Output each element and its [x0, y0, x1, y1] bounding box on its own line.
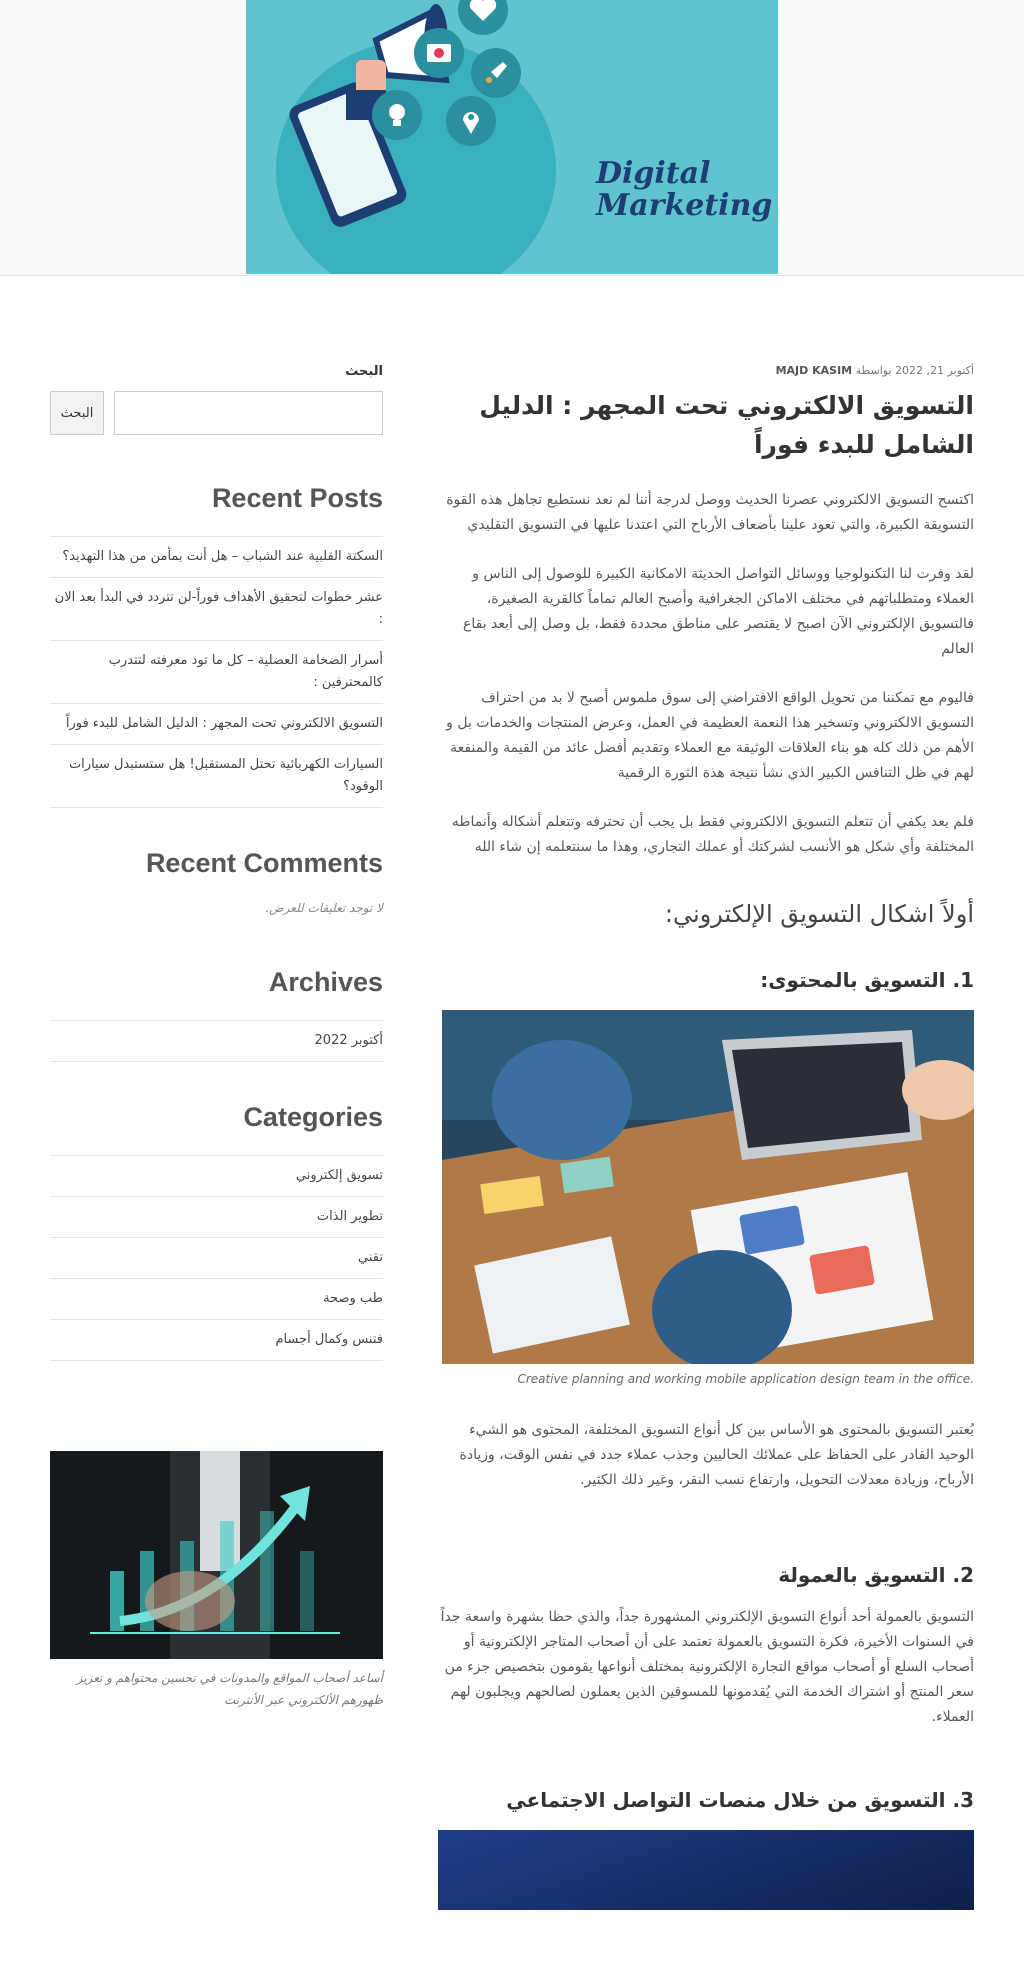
search-widget-label: البحث	[345, 364, 383, 379]
photo-caption: Creative planning and working mobile application design team in the office.	[517, 1372, 974, 1386]
video-icon	[414, 28, 464, 78]
hero-banner	[0, 0, 1024, 276]
content-marketing-paragraph: يُعتبر التسويق بالمحتوى هو الأساس بين كل أنواع التسويق المختلفة، المحتوى هو الشيء الوحيد القادر على الحفاظ على عملائك الحاليين وجذب عملاء جدد في نفس الوقت، وزيادة الأرباح، وزيادة معدلات التحويل، وارتفاع نسب النقر، وغير ذلك الكثير.	[459, 1422, 974, 1488]
recent-comments-title: Recent Comments	[145, 848, 383, 878]
lightbulb-icon	[372, 90, 422, 140]
recent-post-link[interactable]: التسويق الالكتروني تحت المجهر : الدليل الشامل للبدء فوراً	[50, 704, 383, 745]
logo-line-2: Marketing	[596, 188, 773, 223]
post-by: بواسطة	[855, 364, 892, 377]
paragraph-2: لقد وفرت لنا التكنولوجيا ووسائل التواصل الحديثة الامكانية الكبيرة للوصول إلى الناس و العملاء ومتطلباتهم في مختلف الاماكن الجغرافية وأصبح العالم تماماً كالقرية الصغيرة، فالتسويق الإلكتروني الآن اصبح لا يقتصر على مناطق محددة فقط، بل وصل إلى أبعد بقاع العالم	[463, 566, 974, 657]
post-date[interactable]: أكتوبر 21, 2022	[895, 364, 974, 377]
recent-post-link[interactable]: السيارات الكهربائية تحتل المستقبل! هل ستستبدل سيارات الوقود؟	[50, 745, 383, 808]
search-button[interactable]: البحث	[50, 391, 104, 435]
category-link[interactable]: فتنس وكمال أجسام	[50, 1320, 383, 1361]
archive-link[interactable]: أكتوبر 2022	[50, 1021, 383, 1062]
search-form	[50, 391, 383, 435]
logo-line-1: Digital	[596, 156, 711, 191]
rocket-icon	[471, 48, 521, 98]
growth-chart-photo	[50, 1451, 383, 1659]
category-link[interactable]: طب وصحة	[50, 1279, 383, 1320]
categories-list	[50, 1155, 383, 1361]
side-image-caption: أساعد أصحاب المواقع والمدونات في تحسين محتواهم و تعزيز ظهورهم الألكتروني عبر الأنترنت	[76, 1671, 383, 1707]
post-title: التسويق الالكتروني تحت المجهر : الدليل الشامل للبدء فوراً	[479, 391, 974, 459]
post-meta	[440, 364, 974, 382]
recent-post-link[interactable]: السكتة القلبية عند الشباب – هل أنت بمأمن من هذا التهديد؟	[50, 537, 383, 578]
post-author[interactable]: MAJD KASIM	[775, 364, 853, 377]
recent-posts-title: Recent Posts	[211, 483, 383, 513]
category-link[interactable]: تقني	[50, 1238, 383, 1279]
search-input[interactable]	[114, 391, 383, 435]
team-planning-photo	[442, 1010, 974, 1364]
growth-arrow-image	[50, 1451, 383, 1659]
social-media-photo	[438, 1830, 974, 1910]
paragraph-4: فلم يعد يكفي أن تتعلم التسويق الالكتروني فقط بل يجب أن تحترفه وتتعلم أشكاله وأنماطه المختلفة وأي شكل هو الأنسب لشركتك أو عملك التجاري، وهذا ما سنتعلمه إن شاء الله	[451, 814, 974, 855]
archives-title: Archives	[268, 967, 383, 997]
digital-marketing-illustration	[246, 0, 778, 274]
recent-posts-list	[50, 536, 383, 808]
heading-social: 3. التسويق من خلال منصات التواصل الاجتماعي	[506, 1788, 974, 1812]
no-comments-text: لا توجد تعليقات للعرض.	[265, 901, 383, 915]
heading-content-marketing: 1. التسويق بالمحتوى:	[760, 968, 974, 992]
category-link[interactable]: تسويق إلكتروني	[50, 1156, 383, 1197]
location-pin-icon	[446, 96, 496, 146]
affiliate-paragraph: التسويق بالعمولة أحد أنواع التسويق الإلكتروني المشهورة جداً، والذي حظا بشهرة واسعة جداً في السنوات الأخيرة، فكرة التسويق بالعمولة تعتمد على أن أصحاب المتاجر الإلكترونية أو أصحاب السلع أو أصحاب مواقع التجارة الإلكترونية بمختلف أنواعها يقومون بتخصيص جزء من سعر المنتج أو اشتراك الخدمة التي يُقدمونها للمسوقين الذين يعملون لصالحهم ويجلبون لهم العملاء.	[440, 1609, 974, 1725]
sidebar	[50, 364, 383, 1723]
heart-icon	[458, 0, 508, 35]
paragraph-3: فاليوم مع تمكننا من تحويل الواقع الافتراضي إلى سوق ملموس أصبح لا بد من احتراف التسويق الالكتروني وتسخير هذا النعمة العظيمة في العمل، وعرض المنتجات والخدمات بل و الأهم من ذلك كله هو بناء العلاقات الوثيقة مع العملاء وتقديم أفضل عائد من القيمة والمنفعة لهم في ظل التنافس الكبير الذي نشأ نتيجة هذة الثورة الرقمية	[446, 690, 974, 781]
desk-scene-image	[442, 1010, 974, 1364]
heading-affiliate: 2. التسويق بالعمولة	[778, 1563, 974, 1587]
article	[440, 364, 974, 1910]
categories-title: Categories	[243, 1102, 383, 1132]
recent-post-link[interactable]: عشر خطوات لتحقيق الأهداف فوراً-لن تتردد في البدأ بعد الان :	[50, 578, 383, 641]
section-heading: أولاً اشكال التسويق الإلكتروني:	[664, 900, 974, 928]
digital-marketing-logo	[596, 158, 772, 222]
archives-list	[50, 1020, 383, 1062]
paragraph-1: اكتسح التسويق الالكتروني عصرنا الحديث ووصل لدرجة أننا لم نعد نستطيع تجاهل هذه القوة التسويقة الكبيرة، والتي تعود علينا بأضعاف الأرباح التي اعتدنا عليها في التسويق التقليدي	[446, 492, 974, 533]
category-link[interactable]: تطوير الذات	[50, 1197, 383, 1238]
recent-post-link[interactable]: أسرار الضخامة العضلية – كل ما تود معرفته لتتدرب كالمحترفين :	[50, 641, 383, 704]
